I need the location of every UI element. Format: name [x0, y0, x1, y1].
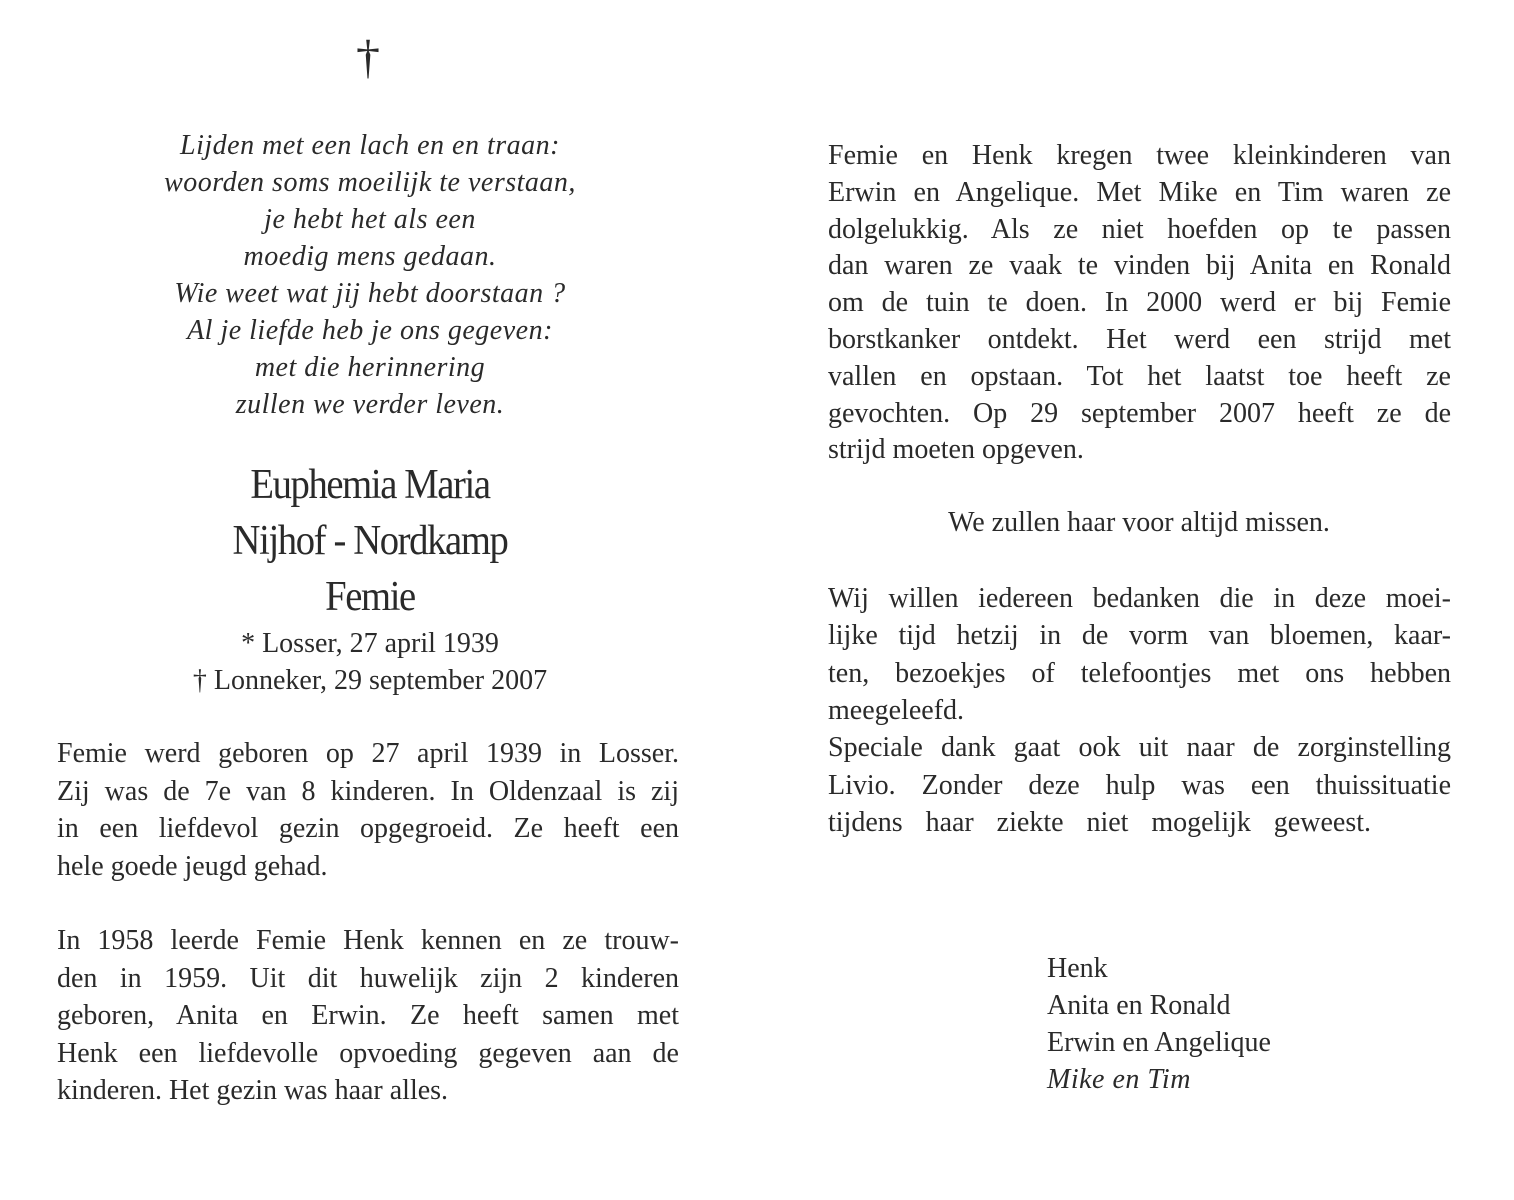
- miss-line: We zullen haar voor altijd missen.: [948, 507, 1330, 538]
- text-line: vallen en opstaan. Tot het laatst toe heeft ze: [828, 360, 1451, 392]
- poem-line: Lijden met een lach en en traan:: [180, 130, 560, 161]
- text-line: in een liefdevol gezin opgegroeid. Ze heeft een: [57, 813, 679, 844]
- text-line: borstkanker ontdekt. Het werd een strijd met: [828, 324, 1451, 355]
- name-nickname: Femie: [325, 574, 415, 620]
- signature-line: Mike en Tim: [1047, 1064, 1191, 1095]
- text-line: lijke tijd hetzij in de vorm van bloemen, kaar-: [828, 620, 1451, 652]
- text-line: meegeleefd.: [828, 694, 965, 726]
- cross-icon: †: [356, 31, 380, 84]
- poem-line: woorden soms moeilijk te verstaan,: [164, 167, 576, 198]
- poem-line: je hebt het als een: [264, 204, 476, 235]
- signature-line: Erwin en Angelique: [1047, 1027, 1271, 1058]
- text-line: Speciale dank gaat ook uit naar de zorginstelling: [828, 732, 1451, 764]
- text-line: Livio. Zonder deze hulp was een thuissituatie: [828, 769, 1451, 801]
- text-line: hele goede jeugd gehad.: [57, 850, 328, 882]
- text-line: om de tuin te doen. In 2000 werd er bij Femie: [828, 287, 1451, 319]
- text-line: den in 1959. Uit dit huwelijk zijn 2 kinderen: [57, 962, 679, 994]
- poem-line: moedig mens gedaan.: [243, 241, 497, 272]
- death-line: † Lonneker, 29 september 2007: [192, 665, 548, 696]
- text-line: ten, bezoekjes of telefoontjes met ons hebben: [828, 657, 1451, 689]
- text-line: gevochten. Op 29 september 2007 heeft ze de: [828, 397, 1451, 429]
- text-line: Femie en Henk kregen twee kleinkinderen van: [828, 140, 1451, 171]
- signature-line: Anita en Ronald: [1047, 990, 1231, 1021]
- poem-line: Wie weet wat jij hebt doorstaan ?: [174, 278, 566, 309]
- text-line: In 1958 leerde Femie Henk kennen en ze trouw-: [57, 925, 679, 956]
- text-line: Wij willen iedereen bedanken die in deze moei-: [828, 583, 1451, 614]
- name-first: Euphemia Maria: [250, 462, 490, 508]
- poem-line: zullen we verder leven.: [235, 389, 505, 420]
- text-line: tijdens haar ziekte niet mogelijk geweest.: [828, 806, 1371, 838]
- signature-line: Henk: [1047, 953, 1108, 984]
- text-line: Femie werd geboren op 27 april 1939 in Losser.: [57, 738, 679, 769]
- text-line: Zij was de 7e van 8 kinderen. In Oldenzaal is zij: [57, 775, 679, 807]
- text-line: kinderen. Het gezin was haar alles.: [57, 1075, 449, 1106]
- text-line: geboren, Anita en Erwin. Ze heeft samen met: [57, 1000, 679, 1031]
- text-line: dolgelukkig. Als ze niet hoefden op te passen: [828, 213, 1451, 245]
- text-line: Erwin en Angelique. Met Mike en Tim waren ze: [828, 176, 1451, 208]
- birth-line: * Losser, 27 april 1939: [241, 628, 499, 659]
- name-surname: Nijhof - Nordkamp: [232, 518, 508, 564]
- text-line: dan waren ze vaak te vinden bij Anita en Ronald: [828, 250, 1451, 282]
- poem-line: met die herinnering: [254, 352, 486, 383]
- text-line: strijd moeten opgeven.: [828, 434, 1084, 466]
- text-line: Henk een liefdevolle opvoeding gegeven aan de: [57, 1037, 679, 1069]
- poem-line: Al je liefde heb je ons gegeven:: [187, 315, 553, 346]
